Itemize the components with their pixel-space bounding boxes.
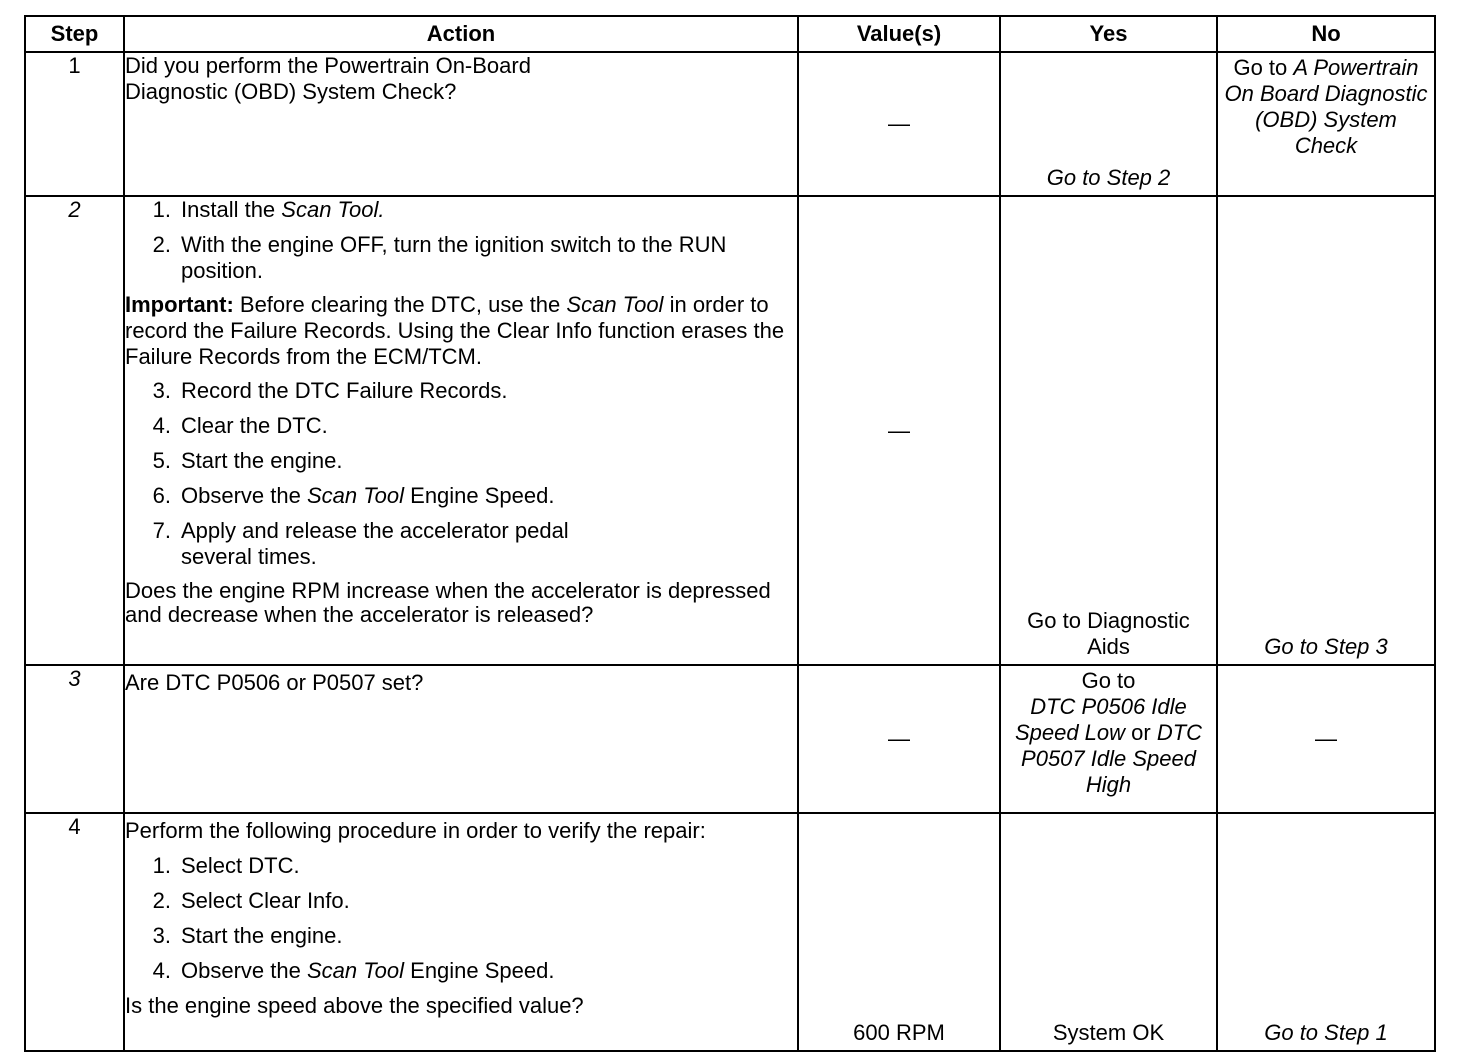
list-number: 7. xyxy=(152,518,171,543)
step-number: 1 xyxy=(25,52,124,196)
action-question: Is the engine speed above the specified value? xyxy=(125,993,584,1018)
yes-cell xyxy=(1000,196,1217,665)
table-row-step-4 xyxy=(25,813,1435,1051)
header-no: No xyxy=(1217,16,1435,52)
action-cell xyxy=(124,52,798,196)
header-row xyxy=(25,16,1435,52)
list-text: Observe the xyxy=(181,958,301,983)
header-yes: Yes xyxy=(1000,16,1217,52)
list-number: 2. xyxy=(152,888,171,913)
list-item xyxy=(125,853,797,879)
list-item xyxy=(125,448,797,474)
header-values: Value(s) xyxy=(798,16,1000,52)
scan-tool-link[interactable]: Scan Tool. xyxy=(281,197,385,222)
list-item xyxy=(125,413,797,439)
action-steps-list xyxy=(125,853,797,984)
value-cell xyxy=(798,196,1000,665)
no-cell xyxy=(1217,52,1435,196)
yes-cell xyxy=(1000,52,1217,196)
action-question: Are DTC P0506 or P0507 set? xyxy=(125,670,424,695)
list-text: Observe the xyxy=(181,483,301,508)
yes-prefix: Go to xyxy=(1081,668,1136,693)
no-link-obd-system-check[interactable]: A Powertrain On Board Diagnostic (OBD) System Check xyxy=(1224,55,1428,158)
yes-cell xyxy=(1000,665,1217,813)
yes-cell xyxy=(1000,813,1217,1051)
list-item xyxy=(125,197,797,223)
list-item xyxy=(125,888,797,914)
value-dash: — xyxy=(888,111,910,136)
scan-tool-link[interactable]: Scan Tool xyxy=(566,292,664,317)
no-dash: — xyxy=(1315,726,1337,751)
list-number: 4. xyxy=(152,413,171,438)
list-text: Install the xyxy=(181,197,276,222)
no-cell xyxy=(1217,813,1435,1051)
step-number: 3 xyxy=(25,665,124,813)
action-steps-list xyxy=(125,378,797,570)
action-cell xyxy=(124,813,798,1051)
list-number: 5. xyxy=(152,448,171,473)
list-text: Select Clear Info. xyxy=(181,888,350,913)
no-link-step-3[interactable]: Go to Step 3 xyxy=(1264,634,1388,659)
action-question: Does the engine RPM increase when the accelerator is depressed and decrease when the accelerator is released? xyxy=(125,578,771,627)
value-cell xyxy=(798,52,1000,196)
action-cell xyxy=(124,196,798,665)
list-item xyxy=(125,483,797,509)
scan-tool-link[interactable]: Scan Tool xyxy=(306,483,405,508)
yes-link-dtc-p0506[interactable]: DTC P0506 Idle Speed Low xyxy=(1014,694,1187,745)
list-number: 2. xyxy=(152,232,171,257)
no-link-step-1[interactable]: Go to Step 1 xyxy=(1264,1020,1388,1045)
list-text: Apply and release the accelerator pedal several times. xyxy=(181,518,569,569)
table-row-step-2 xyxy=(25,196,1435,665)
no-cell xyxy=(1217,665,1435,813)
important-text: Before clearing the DTC, use the xyxy=(239,292,561,317)
list-number: 3. xyxy=(152,923,171,948)
yes-or: or xyxy=(1131,720,1151,745)
list-text: Start the engine. xyxy=(181,448,343,473)
value-dash: — xyxy=(888,726,910,751)
header-step: Step xyxy=(25,16,124,52)
diagnostic-table xyxy=(24,15,1436,1052)
list-item xyxy=(125,232,797,284)
list-text: Engine Speed. xyxy=(410,483,555,508)
list-number: 1. xyxy=(152,197,171,222)
step-number: 2 xyxy=(25,196,124,665)
list-number: 4. xyxy=(152,958,171,983)
important-text: in order to record the Failure Records. Using the Clear Info function erases the Failure Records from the ECM/TCM. xyxy=(125,292,785,369)
list-text: With the engine OFF, turn the ignition switch to the RUN position. xyxy=(181,232,727,283)
list-text: Record the DTC Failure Records. xyxy=(181,378,508,403)
list-number: 3. xyxy=(152,378,171,403)
yes-link-step-2[interactable]: Go to Step 2 xyxy=(1046,165,1171,190)
scan-tool-link[interactable]: Scan Tool xyxy=(306,958,405,983)
action-intro: Perform the following procedure in order to verify the repair: xyxy=(125,818,706,843)
value-cell xyxy=(798,665,1000,813)
list-text: Start the engine. xyxy=(181,923,343,948)
important-label: Important: xyxy=(125,292,234,317)
yes-link-diagnostic-aids[interactable]: Go to Diagnostic Aids xyxy=(1027,608,1190,659)
list-number: 6. xyxy=(152,483,171,508)
list-item xyxy=(125,378,797,404)
step-number: 4 xyxy=(25,813,124,1051)
value-dash: — xyxy=(888,417,910,443)
table-row-step-3 xyxy=(25,665,1435,813)
list-number: 1. xyxy=(152,853,171,878)
list-text: Clear the DTC. xyxy=(181,413,328,438)
no-prefix: Go to xyxy=(1233,55,1288,80)
list-text: Select DTC. xyxy=(181,853,300,878)
action-cell xyxy=(124,665,798,813)
no-cell xyxy=(1217,196,1435,665)
list-item xyxy=(125,518,797,570)
header-action: Action xyxy=(124,16,798,52)
list-item xyxy=(125,958,797,984)
list-text: Engine Speed. xyxy=(410,958,555,983)
action-question: Did you perform the Powertrain On-Board Diagnostic (OBD) System Check? xyxy=(125,53,531,104)
important-note xyxy=(125,292,797,370)
table-row-step-1 xyxy=(25,52,1435,196)
list-item xyxy=(125,923,797,949)
value-rpm: 600 RPM xyxy=(853,1020,945,1045)
yes-system-ok: System OK xyxy=(1052,1020,1165,1045)
action-steps-list xyxy=(125,197,797,284)
yes-link-dtc-p0507[interactable]: DTC P0507 Idle Speed High xyxy=(1021,720,1203,797)
value-cell xyxy=(798,813,1000,1051)
